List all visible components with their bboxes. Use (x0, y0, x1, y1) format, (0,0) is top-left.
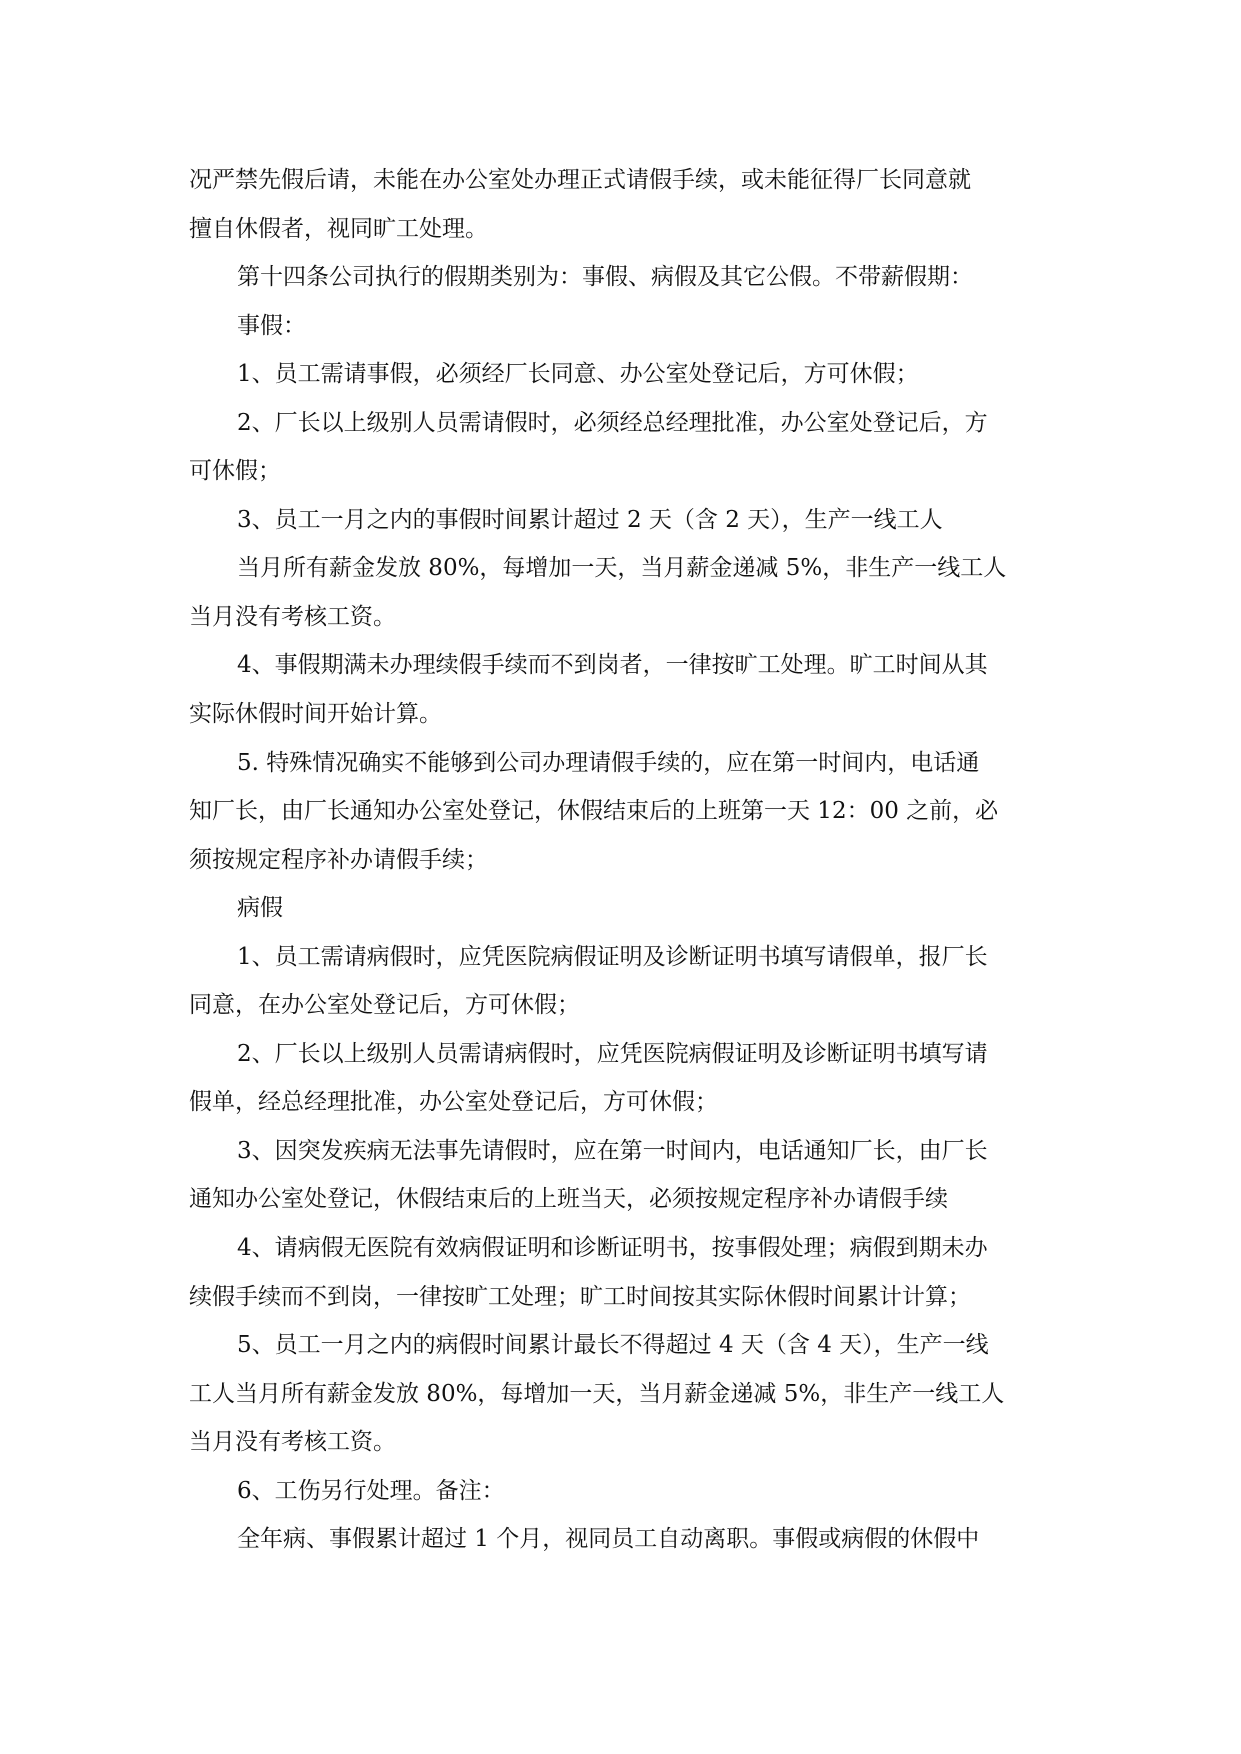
text-line: 擅自休假者，视同旷工处理。 (189, 215, 488, 242)
text-line: 5、员工一月之内的病假时间累计最长不得超过 4 天（含 4 天），生产一线 (237, 1332, 989, 1359)
text-line: 当月没有考核工资。 (189, 1429, 396, 1456)
text-line: 1、员工需请事假，必须经厂长同意、办公室处登记后，方可休假； (237, 361, 919, 388)
text-line: 实际休假时间开始计算。 (189, 701, 442, 728)
text-line: 续假手续而不到岗，一律按旷工处理；旷工时间按其实际休假时间累计计算； (189, 1283, 971, 1310)
text-line: 当月没有考核工资。 (189, 603, 396, 630)
text-line: 全年病、事假累计超过 1 个月，视同员工自动离职。事假或病假的休假中 (237, 1526, 980, 1553)
text-line: 况严禁先假后请，未能在办公室处办理正式请假手续，或未能征得厂长同意就 (189, 167, 971, 193)
text-line: 2、厂长以上级别人员需请假时，必须经总经理批准，办公室处登记后，方 (237, 409, 988, 436)
text-line: 6、工伤另行处理。备注： (237, 1477, 505, 1504)
text-line: 5. 特殊情况确实不能够到公司办理请假手续的，应在第一时间内，电话通 (237, 749, 980, 776)
text-line: 须按规定程序补办请假手续； (189, 846, 488, 873)
text-line: 知厂长，由厂长通知办公室处登记，休假结束后的上班第一天 12：00 之前，必 (189, 798, 999, 825)
text-line: 当月所有薪金发放 80%，每增加一天，当月薪金递减 5%，非生产一线工人 (237, 555, 1007, 582)
text-line: 4、请病假无医院有效病假证明和诊断证明书，按事假处理；病假到期未办 (237, 1235, 988, 1262)
text-line: 假单，经总经理批准，办公室处登记后，方可休假； (189, 1089, 718, 1116)
body-text (189, 156, 1053, 1564)
text-line: 工人当月所有薪金发放 80%，每增加一天，当月薪金递减 5%，非生产一线工人 (189, 1380, 1005, 1407)
text-line: 1、员工需请病假时，应凭医院病假证明及诊断证明书填写请假单，报厂长 (237, 943, 988, 970)
text-line: 3、因突发疾病无法事先请假时，应在第一时间内，电话通知厂长，由厂长 (237, 1137, 988, 1164)
text-line: 事假： (237, 312, 306, 339)
text-line: 可休假； (189, 458, 281, 485)
text-line: 同意，在办公室处登记后，方可休假； (189, 992, 580, 1019)
text-line: 通知办公室处登记，休假结束后的上班当天，必须按规定程序补办请假手续 (189, 1186, 948, 1213)
text-line: 4、事假期满未办理续假手续而不到岗者，一律按旷工处理。旷工时间从其 (237, 652, 988, 679)
text-line: 第十四条公司执行的假期类别为：事假、病假及其它公假。不带薪假期： (237, 264, 973, 291)
text-line: 病假 (237, 895, 283, 922)
text-line: 3、员工一月之内的事假时间累计超过 2 天（含 2 天），生产一线工人 (237, 506, 943, 533)
text-line: 2、厂长以上级别人员需请病假时，应凭医院病假证明及诊断证明书填写请 (237, 1040, 988, 1067)
